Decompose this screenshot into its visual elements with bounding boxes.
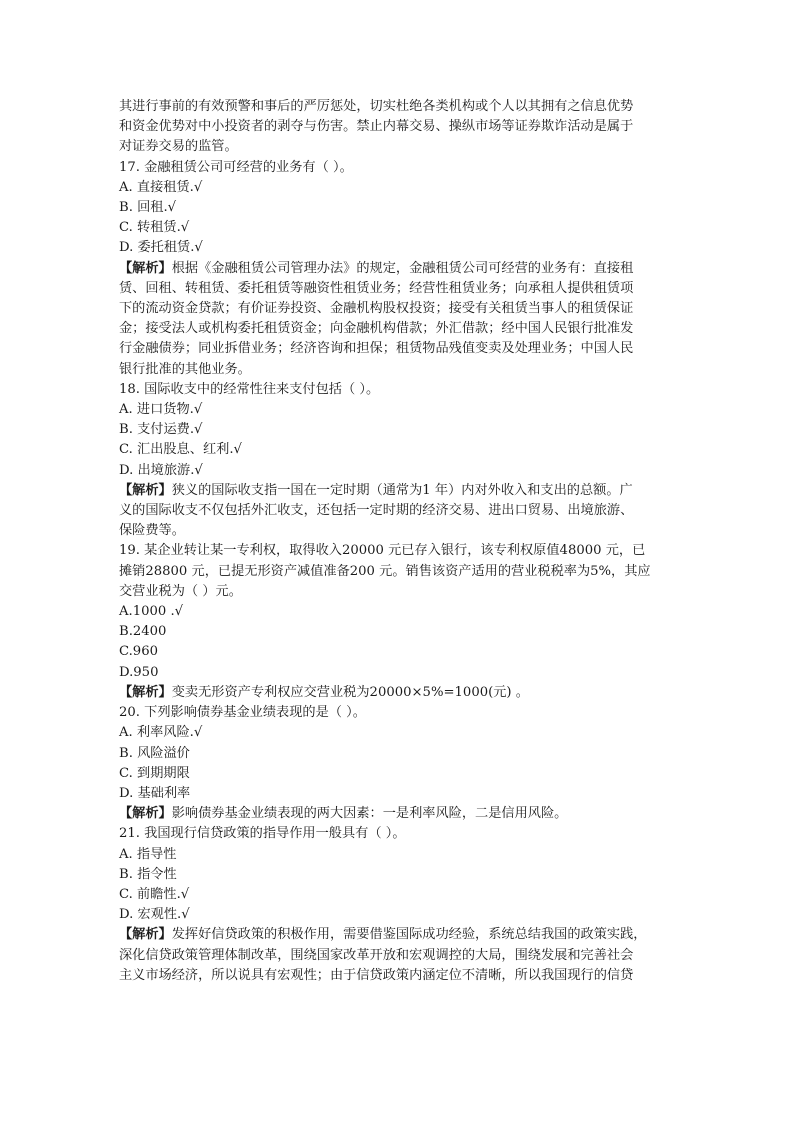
option-d: D. 委托租赁.√: [119, 240, 203, 256]
analysis-line: [119, 683, 724, 703]
question-stem: 摊销28800 元，已提无形资产减值准备200 元。销售该资产适用的营业税税率为5%，其应: [119, 563, 651, 579]
intro-paragraph: [119, 97, 724, 158]
option-b: B.2400: [119, 624, 167, 640]
analysis-text: 根据《金融租赁公司管理办法》的规定，金融租赁公司可经营的业务有：直接租: [171, 260, 634, 276]
analysis-line: [119, 481, 724, 501]
option-c: C.960: [119, 644, 158, 660]
analysis-line: 金；接受法人或机构委托租赁资金；向金融机构借款；外汇借款；经中国人民银行批准发: [119, 321, 634, 337]
analysis-label: 【解析】: [119, 684, 172, 700]
option-d: D. 出境旅游.√: [119, 462, 203, 478]
option-a: A.1000 .√: [119, 604, 184, 620]
text-line: 其进行事前的有效预警和事后的严厉惩处，切实杜绝各类机构或个人以其拥有之信息优势: [119, 99, 634, 114]
option-d: D. 宏观性.√: [119, 907, 190, 923]
analysis-line: 下的流动资金贷款；有价证券投资、金融机构股权投资；接受有关租赁当事人的租赁保证: [119, 301, 634, 317]
analysis-line: 义的国际收支不仅包括外汇收支，还包括一定时期的经济交易、进出口贸易、出境旅游、: [119, 503, 634, 519]
question-stem: 19. 某企业转让某一专利权，取得收入20000 元已存入银行，该专利权原值48000 元，已: [119, 543, 646, 559]
question-19: [119, 541, 724, 703]
analysis-line: 赁、回租、转租赁、委托租赁等融资性租赁业务；经营性租赁业务；向承租人提供租赁项: [119, 280, 634, 296]
analysis-line: 行金融债券；同业拆借业务；经济咨询和担保；租赁物品残值变卖及处理业务；中国人民: [119, 341, 634, 357]
analysis-label: 【解析】: [119, 482, 172, 498]
text-line: 对证券交易的监管。: [119, 139, 238, 155]
analysis-line: [119, 925, 724, 945]
option-d: D. 基础利率: [119, 785, 191, 801]
analysis-line: 主义市场经济，所以说具有宏观性；由于信贷政策内涵定位不清晰，所以我国现行的信贷: [119, 967, 634, 983]
analysis-text: 变卖无形资产专利权应交营业税为20000×5%=1000(元) 。: [171, 684, 529, 700]
question-stem: 20. 下列影响债券基金业绩表现的是（ ）。: [119, 705, 366, 721]
analysis-line: 保险费等。: [119, 523, 185, 539]
analysis-text: 狭义的国际收支指一国在一定时期（通常为1 年）内对外收入和支出的总额。广: [171, 482, 633, 498]
analysis-line: [119, 804, 724, 824]
option-d: D.950: [119, 664, 159, 680]
option-b: B. 支付运费.√: [119, 422, 203, 438]
analysis-text: 发挥好信贷政策的积极作用，需要借鉴国际成功经验，系统总结我国的政策实践，: [171, 927, 647, 943]
analysis-text: 影响债券基金业绩表现的两大因素：一是利率风险，二是信用风险。: [171, 806, 568, 822]
question-17: [119, 158, 724, 380]
analysis-label: 【解析】: [119, 806, 172, 822]
question-stem: 交营业税为（ ）元。: [119, 583, 242, 599]
question-stem: 17. 金融租赁公司可经营的业务有（ ）。: [119, 159, 353, 175]
option-b: B. 回租.√: [119, 200, 177, 216]
analysis-line: 深化信贷政策管理体制改革，围绕国家改革开放和宏观调控的大局，围绕发展和完善社会: [119, 947, 634, 963]
analysis-label: 【解析】: [119, 260, 172, 276]
option-c: C. 汇出股息、红利.√: [119, 442, 242, 458]
option-a: A. 利率风险.√: [119, 725, 203, 741]
analysis-line: [119, 259, 724, 279]
option-c: C. 转租赁.√: [119, 220, 190, 236]
question-stem: 18. 国际收支中的经常性往来支付包括（ ）。: [119, 381, 380, 397]
question-stem: 21. 我国现行信贷政策的指导作用一般具有（ ）。: [119, 826, 406, 842]
analysis-label: 【解析】: [119, 927, 172, 943]
question-20: [119, 703, 724, 824]
option-c: C. 前瞻性.√: [119, 886, 190, 902]
question-18: [119, 380, 724, 542]
option-c: C. 到期期限: [119, 765, 190, 781]
analysis-line: 银行批准的其他业务。: [119, 361, 251, 377]
option-a: A. 直接租赁.√: [119, 179, 203, 195]
question-21: [119, 824, 724, 986]
option-a: A. 进口货物.√: [119, 402, 203, 418]
text-line: 和资金优势对中小投资者的剥夺与伤害。禁止内幕交易、操纵市场等证券欺诈活动是属于: [119, 119, 634, 135]
option-b: B. 指令性: [119, 866, 177, 882]
option-a: A. 指导性: [119, 846, 177, 862]
option-b: B. 风险溢价: [119, 745, 190, 761]
